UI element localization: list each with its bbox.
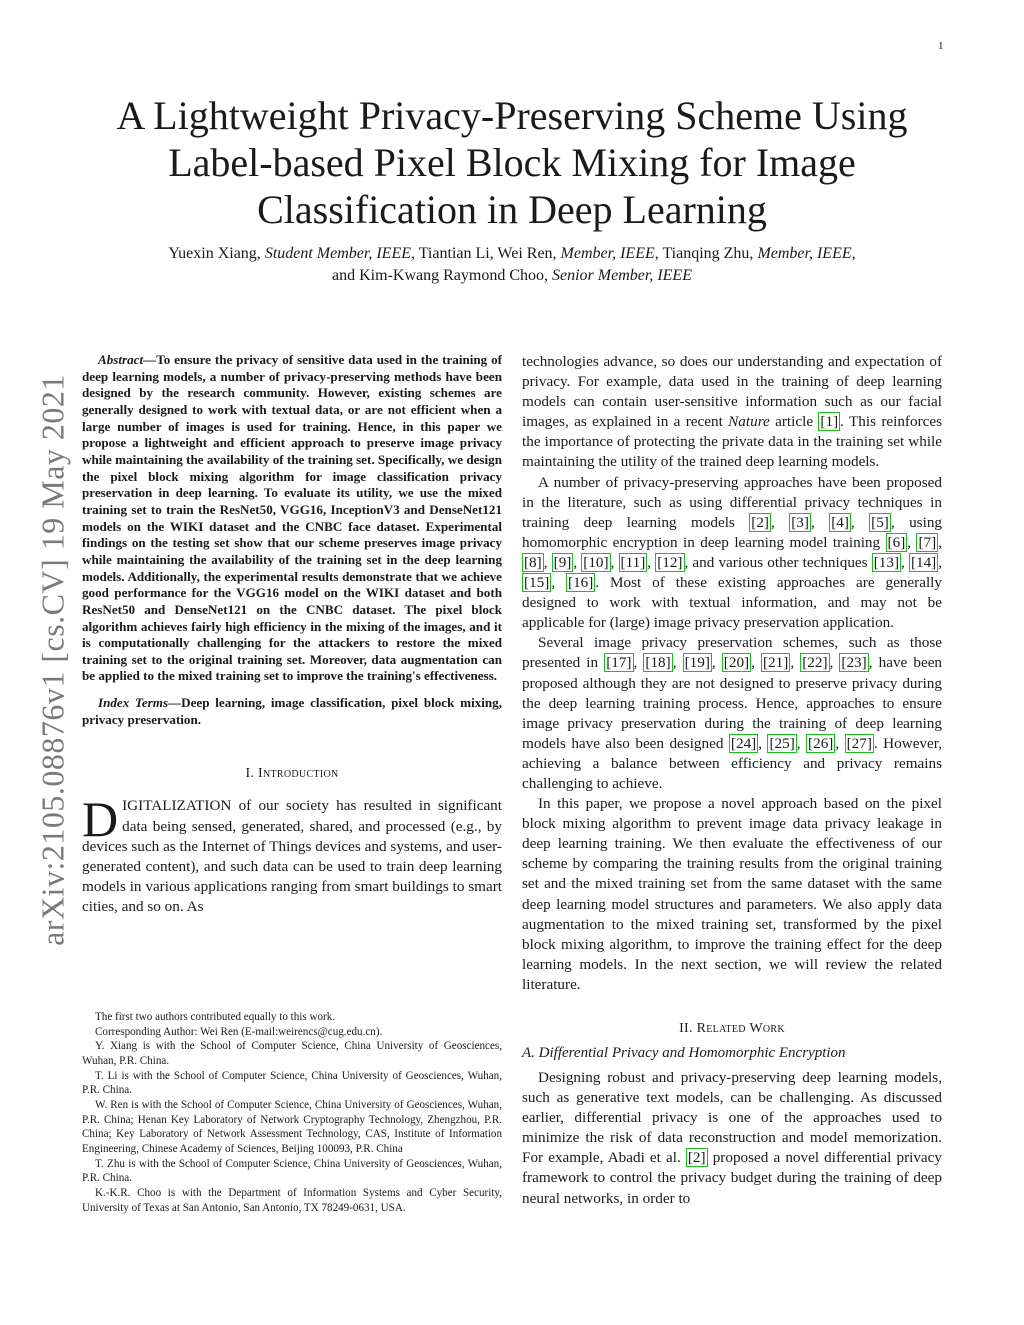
intro-paragraph-2: A number of privacy-preserving approaches have been proposed in the literature, such as using differential privacy techniques in training deep learning models [2] , [3] , [4] , [5] , using homomorphic encryption in deep learning model training [6] , [7] , [8] , [9] , [10] , [11] , [12] , and various other techniques [13] , [14] , [15] , [16] . Most of these existing approaches are generally designed to work with textual information, and may not be applicable for (large) image privacy preservation application. — [522, 473, 943, 632]
index-terms-label: Index Terms— — [98, 695, 182, 711]
citation-link[interactable]: [20] — [723, 654, 750, 672]
author-choo: and Kim-Kwang Raymond Choo, — [332, 267, 548, 284]
citation-link[interactable]: [6] — [887, 533, 906, 551]
citation-link[interactable]: [1] — [820, 413, 839, 431]
citation-link[interactable]: [9] — [553, 553, 572, 571]
section-related-work-title: II. Related Work — [679, 1021, 785, 1036]
author-xiang: Yuexin Xiang, — [168, 245, 261, 262]
citation-link[interactable]: [15] — [524, 574, 550, 592]
citation-link[interactable]: [19] — [684, 654, 710, 672]
intro-p3-text: , have been proposed although they are not designed to preserve privacy during the deep learning training process. Hence, approaches to ensure image privacy preservation during the training of deep learning models have also been designed — [522, 654, 943, 752]
intro-paragraph-3: Several image privacy preservation schemes, such as those presented in [17] , [18] , [19] , [20] , [21] , [22] , [23] , have been proposed although they are not designed to preserve privacy during the deep learning training process. Hence, approaches to ensure image privacy preservation during the training of deep learning models have also been designed [24] , [25] , [26] , [27] . However, achieving a balance between efficiency and privacy remains challenging to achieve. — [522, 634, 943, 792]
author-list — [60, 243, 964, 287]
intro-p2-text: . Most of these existing approaches are generally designed to work with textual information, and may not be applicable for (large) image privacy preservation application. — [522, 574, 942, 632]
intro-p1-text: article — [775, 413, 814, 431]
arxiv-stamp — [30, 345, 75, 975]
subsection-title: A. Differential Privacy and Homomorphic Encryption — [522, 1045, 846, 1061]
citation-link[interactable]: [5] — [871, 513, 889, 531]
paper-title: A Lightweight Privacy-Preserving Scheme Using Label-based Pixel Block Mixing for Image Classification in Deep Learning — [116, 93, 908, 232]
arxiv-stamp-text: arXiv:2105.08876v1 [cs.CV] 19 May 2021 — [34, 374, 70, 946]
intro-p3-text: . However, achieving a balance between efficiency and privacy remains challenging to achieve. — [522, 734, 943, 792]
index-terms — [82, 695, 502, 728]
citation-link[interactable]: [7] — [918, 533, 937, 551]
citation-link[interactable]: [21] — [763, 654, 789, 672]
citation-link[interactable]: [2] — [687, 1149, 706, 1167]
related-p1-text: Designing robust and privacy-preserving deep learning models, such as generative text models, can be challenging. As discussed earlier, differential privacy is one of the approaches used to minimize the risk of data reconstruction and model memorization. For example, Abadi et al. — [522, 1069, 942, 1167]
citation-link[interactable]: [11] — [620, 553, 646, 571]
footnote: Corresponding Author: Wei Ren (E-mail:weirencs@cug.edu.cn). — [95, 1025, 383, 1038]
intro-p1-text: technologies advance, so does our understanding and expectation of privacy. For example, data used in the training of deep learning models can contain user-sensitive information such as our facial images, as explained in a recent — [522, 353, 942, 431]
citation-link[interactable]: [23] — [841, 654, 867, 672]
related-paragraph-1 — [522, 1068, 942, 1209]
intro-p2-text: A number of privacy-preserving approaches have been proposed in the literature, such as using differential privacy techniques in training deep learning models — [522, 473, 942, 531]
citation-link[interactable]: [27] — [846, 734, 872, 752]
author-zhu-role: Member, IEEE, — [757, 245, 856, 262]
intro-p3-text: Several image privacy preservation schemes, such as those presented in — [522, 634, 942, 672]
right-column — [522, 352, 942, 1209]
author-li-ren: Tiantian Li, Wei Ren, — [418, 245, 557, 262]
citation-link[interactable]: [17] — [606, 654, 632, 672]
intro-paragraph-1-cont — [522, 352, 942, 473]
footnote: K.-K.R. Choo is with the Department of Information Systems and Cyber Security, University of Texas at San Antonio, San Antonio, TX 78249-0631, USA. — [82, 1186, 502, 1214]
citation-link[interactable]: [13] — [873, 553, 900, 571]
intro-paragraph-1-text: IGITALIZATION of our society has resulted in significant data being sensed, generated, shared, and processed (e.g., by devices such as the Internet of Things devices and systems, and user-generated content), and such data can be used to train deep learning models in various applications ranging from smart buildings to smart cities, and so on. As — [82, 797, 502, 915]
footnote: T. Zhu is with the School of Computer Science, China University of Geosciences, Wuhan, P.R. China. — [82, 1157, 502, 1185]
citation-link[interactable]: [24] — [730, 734, 757, 752]
abstract — [82, 352, 502, 685]
citation-link[interactable]: [26] — [808, 734, 834, 752]
intro-p2-text: , using homomorphic encryption in deep learning model training — [522, 513, 943, 551]
citation-link[interactable]: [3] — [791, 513, 809, 531]
intro-p2-text: , and various other techniques — [684, 553, 868, 571]
citation-link[interactable]: [10] — [583, 553, 609, 571]
left-column — [82, 352, 502, 917]
footnote: The first two authors contributed equally to this work. — [95, 1011, 336, 1023]
abstract-text: To ensure the privacy of sensitive data used in the training of deep learning models, a number of privacy-preserving methods have been designed by the research community. However, existing schemes are generally designed to work with textual data, or are not efficient when a large number of images is used for training. Hence, in this paper we propose a lightweight and efficient approach to preserve image privacy while maintaining the availability of the training set. Specifically, we design the pixel block mixing algorithm for image classification privacy preservation in deep learning. To evaluate its utility, we use the mixed training set to train the ResNet50, VGG16, InceptionV3 and DenseNet121 models on the WIKI dataset and the CNBC face dataset. Experimental findings on the testing set show that our scheme preserves image privacy while maintaining the availability of the training set in the deep learning models. Additionally, the experimental results demonstrate that we achieve good performance for the VGG16 model on the WIKI dataset and both ResNet50 and DenseNet121 on the CNBC dataset. The pixel block algorithm achieves fairly high efficiency in the mixing of the images, and it is computationally challenging for the attackers to restore the mixed training set to the original training set. Moreover, data augmentation can be applied to the mixed training set to improve the training's effectiveness. — [82, 352, 502, 684]
footnote: Y. Xiang is with the School of Computer Science, China University of Geosciences, Wuhan, P.R. China. — [82, 1040, 502, 1067]
abstract-label: Abstract— — [98, 352, 157, 367]
citation-link[interactable]: [4] — [831, 513, 849, 531]
intro-paragraph-4: In this paper, we propose a novel approach based on the pixel block mixing algorithm to prevent image data privacy leakage in deep learning training. We then evaluate the effectiveness of our scheme by comparing the training results from the original training set and the mixed training set from the same dataset with the same deep learning model structures and parameters. We also apply data augmentation to the mixed training set, transformed by the pixel block mixing algorithm, to improve the training effect for the deep learning models. In the next section, we will review the related literature. — [522, 795, 942, 993]
page-number: 1 — [938, 40, 944, 52]
citation-link[interactable]: [25] — [769, 734, 795, 752]
author-ren-role: Member, IEEE, — [560, 245, 659, 262]
citation-link[interactable]: [18] — [645, 654, 671, 672]
author-choo-role: Senior Member, IEEE — [552, 267, 692, 284]
citation-link[interactable]: [12] — [657, 553, 683, 571]
section-introduction-title: I. Introduction — [245, 766, 339, 782]
author-zhu: Tianqing Zhu, — [662, 245, 754, 262]
intro-p1-text: . This reinforces the importance of protecting the private data in the training set while maintaining the utility of the trained deep learning models. — [522, 413, 943, 471]
author-xiang-role: Student Member, IEEE, — [264, 245, 415, 262]
footnote: T. Li is with the School of Computer Science, China University of Geosciences, Wuhan, P.R. China. — [82, 1069, 502, 1097]
dropcap-letter: D — [82, 791, 119, 848]
citation-link[interactable]: [14] — [910, 553, 937, 571]
citation-link[interactable]: [2] — [751, 513, 769, 531]
index-terms-text: Deep learning, image classification, pixel block mixing, privacy preservation. — [82, 695, 503, 727]
related-p1-text: proposed a novel differential privacy framework to control the privacy budget during the training of deep neural networks, in order to — [522, 1149, 943, 1207]
intro-paragraph-1 — [82, 791, 502, 917]
citation-link[interactable]: [16] — [568, 574, 594, 592]
footnote: W. Ren is with the School of Computer Science, China University of Geosciences, Wuhan, P.R. China; Henan Key Laboratory of Network Cryptography Technology, Zhengzhou, P.R. China; Key Laboratory of Network Assessment Technology, CAS, Institute of Information Engineering, Chinese Academy of Sciences, Beijing 100093, P.R. China — [82, 1098, 502, 1155]
nature-journal: Nature — [728, 413, 770, 431]
citation-link[interactable]: [8] — [524, 553, 542, 571]
citation-link[interactable]: [22] — [802, 654, 828, 672]
footnotes — [82, 1010, 502, 1215]
